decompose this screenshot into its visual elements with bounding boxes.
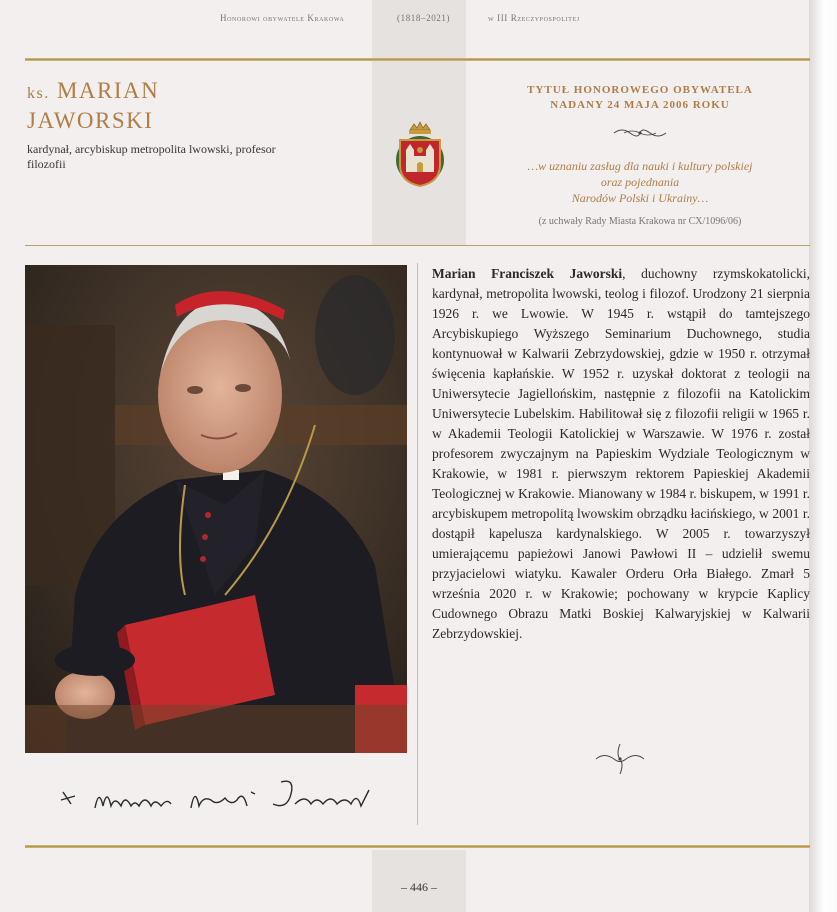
column-divider xyxy=(417,263,418,825)
honor-quote xyxy=(490,158,790,206)
portrait-photo xyxy=(25,265,407,753)
person-description: kardynał, arcybiskup metropolita lwowski, profesor filozofii xyxy=(27,142,276,171)
honor-title-line-1: TYTUŁ HONOROWEGO OBYWATELA xyxy=(527,84,753,96)
quote-line-2: oraz pojednania xyxy=(600,175,680,189)
bio-body: Urodzony 21 sierpnia 1926 r. we Lwowie. W 1945 r. wstąpił do tamtejszego Arcybiskupiego Wyższego Seminarium Duchownego, studia kontynuował w Kalwarii Zebrzydowskiej, gdzie w 1950 r. otrzymał święcenia kapłańskie. W 1952 r. uzyskał doktorat z teologii na Uniwersytecie Jagiellońskim, następnie z filozofii na Katolickim Uniwersytecie Lubelskim. Habilitował się z filozofii religii w 1965 r. w Akademii Teologii Katolickiej w Warszawie. W 1976 r. został profesorem zwyczajnym na Papieskim Wydziale Teologicznym w Krakowie, w 1981 r. pierwszym rektorem Papieskiej Akademii Teologicznej w Krakowie. Mianowany w 1984 r. biskupem, w 1991 r. arcybiskupem metropolitą lwowskim obrządku łacińskiego, w 2001 r. dostąpił kapelusza kardynalskiego. W 2005 r. towarzyszył umierającemu papieżowi Janowi Pawłowi II – udzielił swemu przyjacielowi wiatyku. Kawaler Orderu Orła Białego. Zmarł 5 września 2020 r. w Krakowie; pochowany w krypcie Kaplicy Cudownego Obrazu Matki Boskiej Kalwaryjskiej w Kalwarii Zebrzydowskiej. xyxy=(432,286,810,641)
quote-line-3: Narodów Polski i Ukrainy… xyxy=(571,191,709,205)
honor-title xyxy=(490,83,790,113)
flourish-ornament-icon xyxy=(612,125,668,141)
krakow-coat-of-arms-icon xyxy=(390,120,450,190)
running-header-right: w III Rzeczypospolitej xyxy=(488,13,580,23)
page-number: – 446 – xyxy=(401,880,437,894)
biography-text xyxy=(432,264,810,644)
bio-lead-name: Marian Franciszek Jaworski xyxy=(432,266,623,281)
first-name: MARIAN xyxy=(56,78,160,103)
honor-title-line-2: NADANY 24 MAJA 2006 ROKU xyxy=(550,99,730,111)
running-header-center: (1818–2021) xyxy=(397,13,451,23)
person-name xyxy=(27,77,159,134)
page-edge xyxy=(809,0,837,912)
bio-intro: , duchowny rzymskokatolicki, kardynał, metropolita lwowski, teolog i filozof. xyxy=(432,266,810,301)
flourish-divider-icon xyxy=(594,742,646,776)
last-name: JAWORSKI xyxy=(27,108,154,133)
top-gold-rule xyxy=(25,58,810,61)
name-prefix: ks. xyxy=(27,85,50,102)
handwritten-signature xyxy=(55,770,375,820)
quote-source: (z uchwały Rady Miasta Krakowa nr CX/1096/06) xyxy=(538,216,742,227)
bottom-gold-rule xyxy=(25,845,810,848)
section-rule xyxy=(25,245,810,246)
quote-line-1: …w uznaniu zasług dla nauki i kultury polskiej xyxy=(527,159,753,173)
running-header-left: Honorowi obywatele Krakowa xyxy=(220,13,345,23)
portrait-illustration xyxy=(25,265,407,753)
